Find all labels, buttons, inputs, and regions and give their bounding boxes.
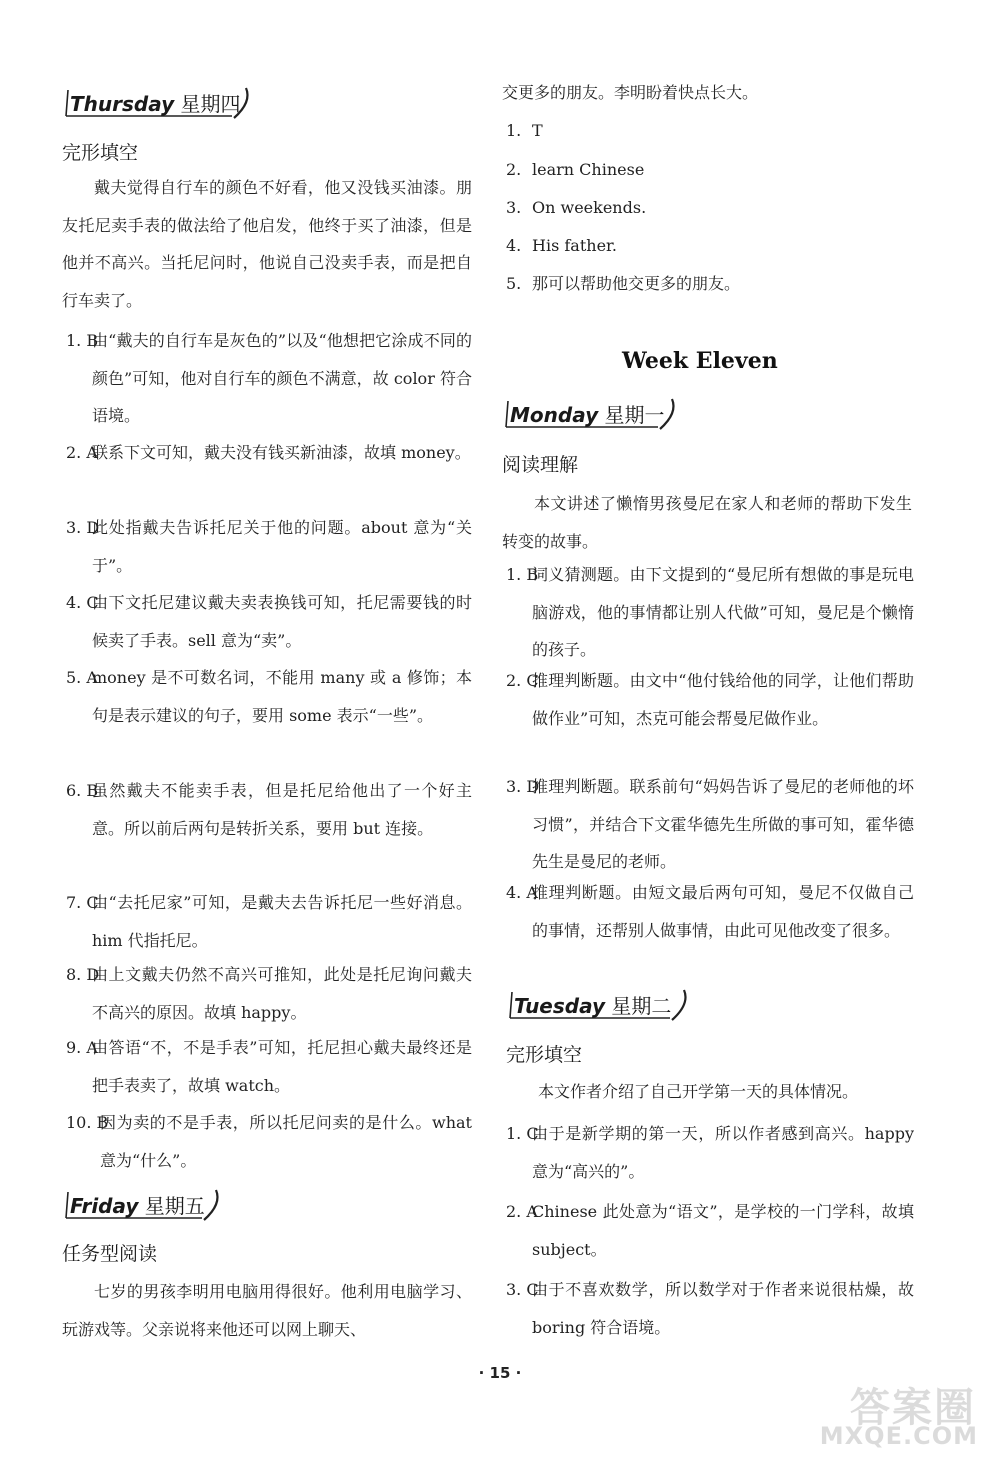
answer-number: 5. <box>506 274 522 293</box>
answer-number: 4. C <box>66 593 99 612</box>
answer-explanation: On weekends. <box>532 198 647 217</box>
answer-item <box>506 112 912 150</box>
answer-number: 2. A <box>66 443 98 462</box>
answer-explanation: learn Chinese <box>532 160 645 179</box>
section-title: 完形填空 <box>62 142 139 164</box>
answer-number: 8. D <box>66 965 100 984</box>
answer-explanation: 由上文戴夫仍然不高兴可推知，此处是托尼询问戴夫不高兴的原因。故填 happy。 <box>92 965 472 1022</box>
day-zh: 星期一 <box>604 403 665 427</box>
answer-explanation: 由于不喜欢数学，所以数学对于作者来说很枯燥，故 boring 符合语境。 <box>532 1280 914 1337</box>
watermark-logo <box>762 1372 982 1452</box>
answer-item <box>66 1029 472 1104</box>
answer-explanation: 由答语“不，不是手表”可知，托尼担心戴夫最终还是把手表卖了，故填 watch。 <box>92 1038 472 1095</box>
answer-item <box>66 434 472 472</box>
day-zh: 星期四 <box>180 92 241 116</box>
answer-number: 3. D <box>506 777 540 796</box>
paragraph: 戴夫觉得自行车的颜色不好看，他又没钱买油漆。朋友托尼卖手表的做法给了他启发，他终于买了油漆，但是他并不高兴。当托尼问时，他说自己没卖手表，而是把自行车卖了。 <box>62 178 472 310</box>
answer-item <box>506 1115 914 1190</box>
paragraph: 七岁的男孩李明用电脑用得很好。他利用电脑学习、玩游戏等。父亲说将来他还可以网上聊天、 <box>62 1282 472 1339</box>
day-zh: 星期二 <box>611 994 672 1018</box>
answer-explanation: Chinese 此处意为“语文”，是学校的一门学科，故填 subject。 <box>532 1202 914 1259</box>
answer-explanation: 那可以帮助他交更多的朋友。 <box>532 274 741 293</box>
answer-number: 6. B <box>66 781 99 800</box>
answer-item <box>506 556 914 669</box>
answer-item <box>506 874 914 949</box>
answer-number: 3. <box>506 198 522 217</box>
answer-number: 1. B <box>506 565 539 584</box>
watermark-top: 答案圈 <box>850 1385 976 1431</box>
answer-number: 7. C <box>66 893 99 912</box>
answer-number: 2. <box>506 160 522 179</box>
answer-explanation: 词义猜测题。由下文提到的“曼尼所有想做的事是玩电脑游戏，他的事情都让别人代做”可知，曼尼是个懒惰的孩子。 <box>532 565 914 659</box>
answer-item <box>66 884 472 959</box>
answer-explanation: 由于是新学期的第一天，所以作者感到高兴。happy 意为“高兴的”。 <box>532 1124 914 1181</box>
answer-number: 3. D <box>66 518 100 537</box>
answer-explanation: 因为卖的不是手表，所以托尼问卖的是什么。what 意为“什么”。 <box>100 1113 472 1170</box>
answer-item <box>66 584 472 659</box>
answer-explanation: 虽然戴夫不能卖手表，但是托尼给他出了一个好主意。所以前后两句是转折关系，要用 but 连接。 <box>92 781 472 838</box>
answer-explanation: 由“去托尼家”可知，是戴夫去告诉托尼一些好消息。him 代指托尼。 <box>92 893 472 950</box>
answer-item <box>506 189 912 227</box>
answer-item <box>66 322 472 435</box>
day-en: Friday <box>70 1194 139 1218</box>
day-zh: 星期五 <box>144 1194 205 1218</box>
answer-explanation: 此处指戴夫告诉托尼关于他的问题。about 意为“关于”。 <box>92 518 472 575</box>
answer-number: 2. C <box>506 671 539 690</box>
answer-item <box>506 227 912 265</box>
answer-explanation: money 是不可数名词，不能用 many 或 a 修饰；本句是表示建议的句子，要用 some 表示“一些”。 <box>92 668 472 725</box>
answer-item <box>66 659 472 734</box>
answer-item <box>506 151 912 189</box>
paragraph-continued: 交更多的朋友。李明盼着快点长大。 <box>502 83 759 102</box>
section-title: 阅读理解 <box>502 454 579 476</box>
answer-explanation: 推理判断题。由短文最后两句可知，曼尼不仅做自己的事情，还帮别人做事情，由此可见他改变了很多。 <box>532 883 914 940</box>
day-en: Tuesday <box>514 994 606 1018</box>
answer-item <box>66 509 472 584</box>
thursday-heading <box>62 86 257 118</box>
section-title: 完形填空 <box>506 1044 583 1066</box>
answer-explanation: 由“戴夫的自行车是灰色的”以及“他想把它涂成不同的颜色”可知，他对自行车的颜色不满意，故 color 符合语境。 <box>92 331 472 425</box>
answer-number: 2. A <box>506 1202 538 1221</box>
answer-item <box>506 265 912 303</box>
week-title: Week Eleven <box>622 348 778 374</box>
answer-explanation: T <box>532 121 543 140</box>
answer-explanation: 由下文托尼建议戴夫卖表换钱可知，托尼需要钱的时候卖了手表。sell 意为“卖”。 <box>92 593 472 650</box>
paragraph: 本文讲述了懒惰男孩曼尼在家人和老师的帮助下发生转变的故事。 <box>502 494 912 551</box>
day-en: Thursday <box>70 92 175 116</box>
section-title: 任务型阅读 <box>62 1243 158 1265</box>
answer-number: 1. <box>506 121 522 140</box>
answer-number: 1. C <box>506 1124 539 1143</box>
answer-number: 4. A <box>506 883 538 902</box>
answer-number: 9. A <box>66 1038 98 1057</box>
answer-number: 3. C <box>506 1280 539 1299</box>
answer-number: 1. B <box>66 331 99 350</box>
answer-number: 5. A <box>66 668 98 687</box>
watermark-bottom: MXQE.COM <box>819 1422 978 1450</box>
day-en: Monday <box>510 403 599 427</box>
answer-explanation: 联系下文可知，戴夫没有钱买新油漆，故填 money。 <box>92 443 471 462</box>
answer-number: 10. B <box>66 1113 109 1132</box>
answer-number: 4. <box>506 236 522 255</box>
tuesday-heading <box>506 988 696 1020</box>
monday-heading <box>502 397 682 429</box>
page-number: · 15 · <box>478 1364 522 1382</box>
answer-item <box>506 768 914 881</box>
friday-heading <box>62 1188 227 1220</box>
answer-item <box>66 772 472 847</box>
paragraph: 本文作者介绍了自己开学第一天的具体情况。 <box>538 1082 859 1101</box>
answer-explanation: 推理判断题。由文中“他付钱给他的同学，让他们帮助做作业”可知，杰克可能会帮曼尼做作业。 <box>532 671 914 728</box>
answer-item <box>66 1104 472 1179</box>
answer-explanation: 推理判断题。联系前句“妈妈告诉了曼尼的老师他的坏习惯”，并结合下文霍华德先生所做的事可知，霍华德先生是曼尼的老师。 <box>532 777 914 871</box>
answer-item <box>506 1193 914 1268</box>
answer-item <box>506 662 914 737</box>
answer-item <box>66 956 472 1031</box>
answer-item <box>506 1271 914 1346</box>
answer-explanation: His father. <box>532 236 618 255</box>
